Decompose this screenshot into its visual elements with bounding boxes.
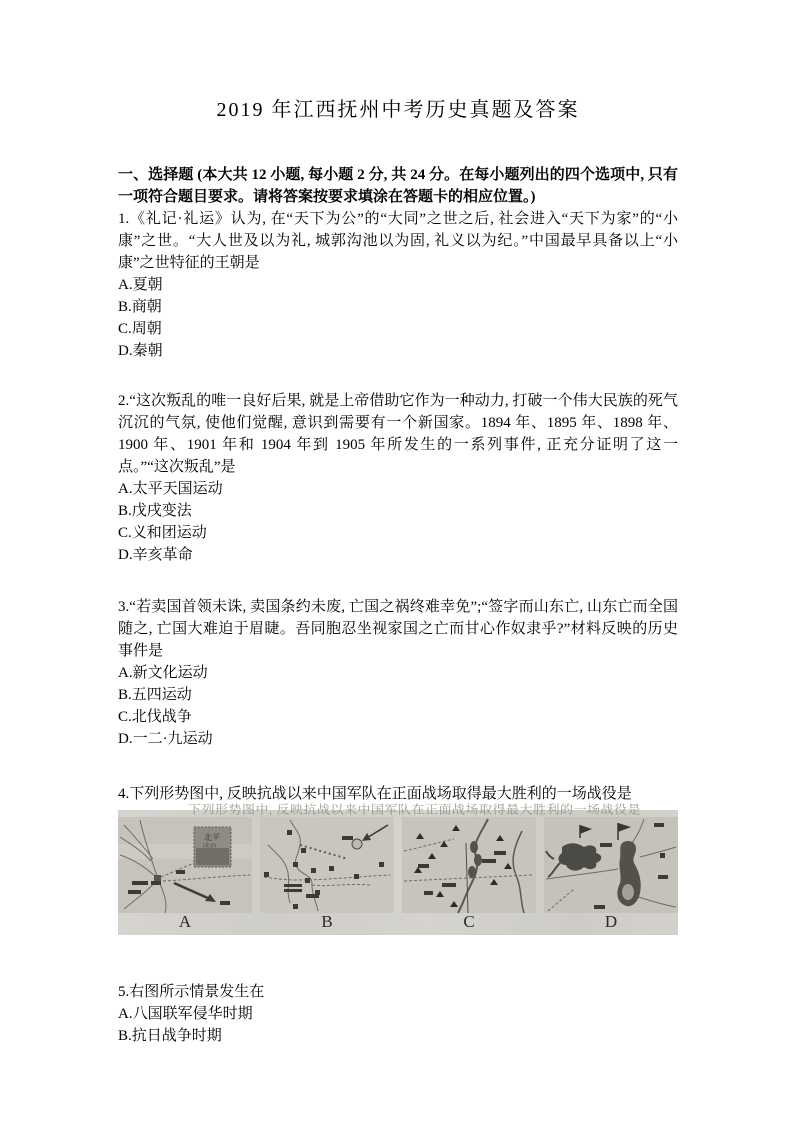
page-content: [118, 0, 678, 1047]
question-3-option-d: D.一二·九运动: [118, 731, 213, 747]
question-2: [118, 390, 678, 566]
question-1-option-b: B.商朝: [118, 299, 162, 315]
question-3-stem: [118, 596, 678, 662]
question-text: 右图所示情景发生在: [129, 984, 265, 1000]
question-number: 2.: [118, 393, 130, 409]
battle-map-c-image: [402, 817, 536, 913]
section-heading: 一、选择题 (本大共 12 小题, 每小题 2 分, 共 24 分。在每小题列出的四个选项中, 只有一项符合题目要求。请将答案按要求填涂在答题卡的相应位置。): [118, 167, 678, 205]
question-1: [118, 208, 678, 362]
question-5: [118, 981, 678, 1047]
question-3-option-c: C.北伐战争: [118, 709, 192, 725]
question-5-option-a: A.八国联军侵华时期: [118, 1006, 253, 1022]
question-number: 4.: [118, 786, 130, 802]
page-title: 2019 年江西抚州中考历史真题及答案: [216, 99, 580, 121]
map-a-city-sublabel: (北京): [203, 844, 217, 849]
question-4: [118, 783, 678, 935]
question-2-option-b: B.戊戌变法: [118, 503, 192, 519]
question-number: 5.: [118, 984, 130, 1000]
question-3: [118, 596, 678, 750]
question-3-option-b: B.五四运动: [118, 687, 192, 703]
question-number: 1.: [118, 211, 130, 227]
question-4-stem: [118, 783, 678, 805]
map-panels: [118, 817, 678, 913]
question-text: 下列形势图中, 反映抗战以来中国军队在正面战场取得最大胜利的一场战役是: [129, 786, 632, 802]
question-text: 《礼记·礼运》认为, 在“天下为公”的“大同”之世之后, 社会进入“天下为家”的“小康”之世。“大人世及以为礼, 城郭沟池以为固, 礼义以为纪。”中国最早具备以上“小康”之世特征的王朝是: [118, 211, 678, 271]
question-1-option-a: A.夏朝: [118, 277, 163, 293]
battle-map-d-image: [544, 817, 678, 913]
question-3-option-a: A.新文化运动: [118, 665, 208, 681]
battle-map-a-image: [118, 817, 252, 913]
question-5-stem: [118, 981, 678, 1003]
question-1-option-d: D.秦朝: [118, 343, 163, 359]
question-1-option-c: C.周朝: [118, 321, 162, 337]
battle-map-b-image: [260, 817, 394, 913]
question-2-stem: [118, 390, 678, 478]
question-5-option-b: B.抗日战争时期: [118, 1028, 222, 1044]
map-label-b: B: [321, 912, 333, 931]
question-1-stem: [118, 208, 678, 274]
map-label-d: D: [604, 912, 618, 931]
ghost-scan-text: 下列形势图中, 反映抗战以来中国军队在正面战场取得最大胜利的一场战役是: [188, 803, 642, 817]
question-text: “若卖国首领未诛, 卖国条约未废, 亡国之祸终难幸免”;“签字而山东亡, 山东亡而全国随之, 亡国大难迫于眉睫。吾同胞忍坐视家国之亡而甘心作奴隶乎?”材料反映的历史事件是: [118, 599, 678, 659]
question-2-option-a: A.太平天国运动: [118, 481, 223, 497]
map-panel-labels: [118, 912, 678, 932]
question-number: 3.: [118, 599, 130, 615]
question-2-option-d: D.辛亥革命: [118, 547, 193, 563]
question-2-option-c: C.义和团运动: [118, 525, 207, 541]
battle-maps-figure: [118, 803, 678, 935]
question-text: “这次叛乱的唯一良好后果, 就是上帝借助它作为一种动力, 打破一个伟大民族的死气沉沉的气氛, 使他们觉醒, 意识到需要有一个新国家。1894 年、1895 年、1898 年、1900 年、1901 年和 1904 年到 1905 年所发生的一系列事件, 正充分证明了这一点。”“这次叛乱”是: [118, 393, 678, 475]
map-a-city-label: 北平: [204, 833, 220, 842]
map-label-c: C: [463, 912, 475, 931]
map-label-a: A: [178, 912, 192, 931]
